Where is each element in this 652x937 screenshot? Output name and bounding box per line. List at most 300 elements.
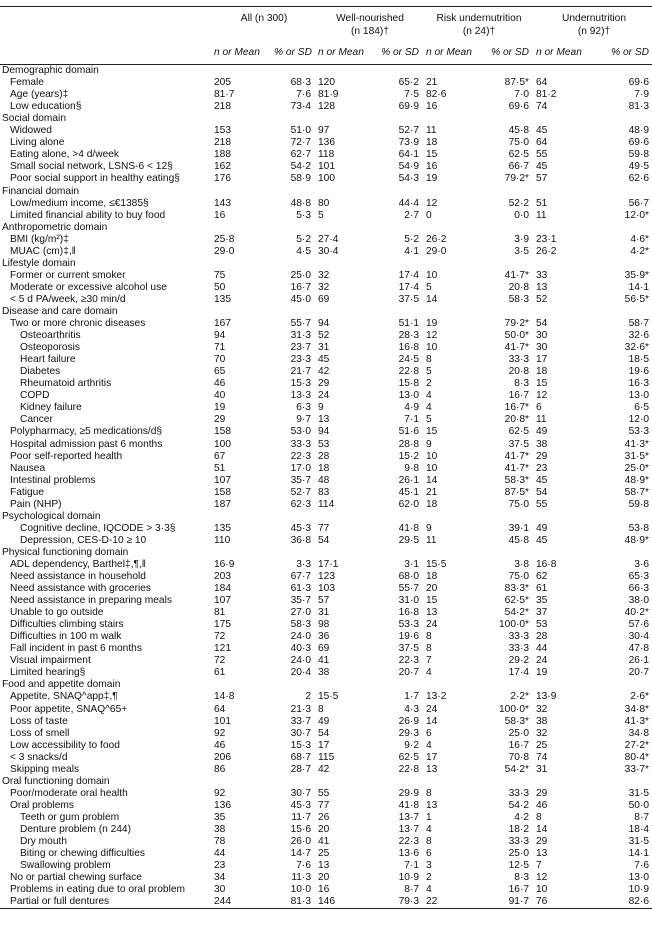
cell-n-or-mean: 158 xyxy=(214,486,231,498)
cell-n-or-mean: 32 xyxy=(536,703,548,715)
cell-n-or-mean: 28 xyxy=(318,450,330,462)
cell-n-or-mean xyxy=(318,511,380,523)
cell-pct-or-sd: 58·3 xyxy=(508,293,530,305)
row-label: ADL dependency, Barthel‡,¶,‖ xyxy=(10,558,146,570)
table-row xyxy=(0,149,652,161)
table-row xyxy=(0,342,652,354)
cell-pct-or-sd: 33·3 xyxy=(508,354,530,366)
cell-pct-or-sd: 75·0 xyxy=(508,498,530,510)
row-label: Difficulties climbing stairs xyxy=(10,619,124,631)
cell-pct-or-sd: 26·9 xyxy=(398,715,420,727)
table-body xyxy=(0,65,652,909)
cell-pct-or-sd: 33·7 xyxy=(290,715,311,727)
cell-pct-or-sd: 64·1 xyxy=(398,149,420,161)
cell-n-or-mean: 8 xyxy=(426,787,432,799)
cell-pct-or-sd: 17·4 xyxy=(508,667,530,679)
row-label: Poor social support in healthy eating§ xyxy=(10,173,180,185)
row-label: Poor appetite, SNAQ^65+ xyxy=(10,703,128,715)
cell-n-or-mean: 218 xyxy=(214,137,231,149)
row-label: Fatigue xyxy=(10,486,44,498)
cell-pct-or-sd xyxy=(274,113,314,125)
cell-pct-or-sd: 66·7 xyxy=(508,161,530,173)
cell-pct-or-sd: 33·3 xyxy=(508,836,530,848)
cell-pct-or-sd xyxy=(600,258,652,270)
subheader-pct-or-sd: % or SD xyxy=(600,41,652,65)
row-label: Limited hearing§ xyxy=(10,667,86,679)
cell-n-or-mean: 135 xyxy=(214,293,231,305)
cell-pct-or-sd: 15·6 xyxy=(290,824,311,835)
row-label: Skipping meals xyxy=(10,763,80,775)
row-label: Unable to go outside xyxy=(10,607,104,619)
cell-n-or-mean: 77 xyxy=(318,799,330,811)
cell-n-or-mean: 86 xyxy=(214,763,226,775)
cell-pct-or-sd: 66·3 xyxy=(628,583,650,595)
cell-pct-or-sd: 10·9 xyxy=(398,872,420,884)
cell-n-or-mean: 16·9 xyxy=(214,558,235,570)
cell-n-or-mean: 46 xyxy=(536,799,548,811)
cell-n-or-mean: 6 xyxy=(536,402,542,414)
cell-n-or-mean: 61 xyxy=(214,667,226,679)
cell-n-or-mean: 1 xyxy=(426,811,432,823)
cell-pct-or-sd xyxy=(380,306,422,318)
cell-pct-or-sd: 81·3 xyxy=(628,101,650,113)
cell-pct-or-sd: 36·8 xyxy=(290,534,311,546)
row-label: Cognitive decline, IQCODE > 3·3§ xyxy=(20,522,176,534)
cell-n-or-mean: 29 xyxy=(536,836,548,848)
cell-pct-or-sd: 20·7 xyxy=(398,667,420,679)
cell-n-or-mean xyxy=(426,679,488,691)
cell-pct-or-sd xyxy=(274,306,314,318)
domain-header-row xyxy=(0,222,652,234)
table-row xyxy=(0,101,652,113)
cell-pct-or-sd: 87·5* xyxy=(504,486,530,498)
cell-n-or-mean: 120 xyxy=(318,77,335,89)
cell-pct-or-sd: 57·6 xyxy=(628,619,650,631)
table-row xyxy=(0,667,652,679)
cell-n-or-mean: 77 xyxy=(318,522,330,534)
cell-pct-or-sd: 31·5 xyxy=(628,787,650,799)
cell-n-or-mean: 52 xyxy=(536,293,548,305)
cell-pct-or-sd: 58·3 xyxy=(290,619,311,631)
cell-pct-or-sd: 67·7 xyxy=(290,571,311,583)
cell-n-or-mean: 13 xyxy=(426,763,438,775)
row-label: Loss of taste xyxy=(10,715,68,727)
cell-n-or-mean: 23·1 xyxy=(536,233,557,245)
cell-pct-or-sd: 32·6* xyxy=(624,342,650,354)
cell-n-or-mean: 25 xyxy=(318,848,330,860)
cell-n-or-mean: 45 xyxy=(536,161,548,173)
table-row xyxy=(0,571,652,583)
cell-n-or-mean: 15 xyxy=(426,595,438,607)
table-row xyxy=(0,198,652,210)
cell-n-or-mean: 29·0 xyxy=(214,245,235,257)
cell-pct-or-sd: 54·2* xyxy=(504,607,530,619)
cell-pct-or-sd: 4·2* xyxy=(630,245,650,257)
row-label: Visual impairment xyxy=(10,655,91,667)
cell-pct-or-sd: 28·8 xyxy=(398,438,420,450)
table-row xyxy=(0,414,652,426)
cell-pct-or-sd xyxy=(600,679,652,691)
domain-header-row xyxy=(0,113,652,125)
cell-pct-or-sd: 48·8 xyxy=(290,197,311,209)
cell-pct-or-sd: 15·3 xyxy=(290,378,311,390)
cell-pct-or-sd xyxy=(274,222,314,234)
cell-pct-or-sd xyxy=(600,186,652,198)
cell-pct-or-sd: 79·2* xyxy=(504,173,530,185)
subheader-pct-or-sd: % or SD xyxy=(274,41,314,65)
table-row xyxy=(0,860,652,872)
cell-n-or-mean: 41 xyxy=(318,836,330,848)
cell-n-or-mean: 48 xyxy=(318,474,330,486)
cell-pct-or-sd: 41·3* xyxy=(624,715,650,727)
cell-n-or-mean xyxy=(536,547,600,559)
cell-pct-or-sd: 4·3 xyxy=(404,703,420,715)
cell-n-or-mean: 9 xyxy=(426,438,432,450)
cell-n-or-mean: 14 xyxy=(536,824,548,835)
cell-pct-or-sd: 30·7 xyxy=(290,727,311,739)
cell-pct-or-sd: 33·3 xyxy=(508,787,530,799)
cell-pct-or-sd: 9·2 xyxy=(404,739,420,751)
table-row xyxy=(0,800,652,812)
cell-n-or-mean: 49 xyxy=(536,522,548,534)
row-label: Limited financial ability to buy food xyxy=(10,209,166,221)
subheader-blank xyxy=(0,41,214,65)
cell-pct-or-sd: 41·8 xyxy=(398,522,420,534)
cell-n-or-mean: 146 xyxy=(318,896,380,909)
cell-pct-or-sd: 13·0 xyxy=(628,390,650,402)
cell-pct-or-sd xyxy=(600,306,652,318)
cell-pct-or-sd: 8·7 xyxy=(634,811,650,823)
cell-n-or-mean xyxy=(426,547,488,559)
cell-pct-or-sd: 20·8* xyxy=(504,414,530,426)
row-label: Lifestyle domain xyxy=(2,257,76,269)
cell-n-or-mean: 34 xyxy=(214,872,226,884)
cell-n-or-mean: 10 xyxy=(426,269,438,281)
cell-pct-or-sd: 58·3* xyxy=(504,474,530,486)
cell-pct-or-sd: 2·7 xyxy=(404,209,420,221)
cell-pct-or-sd xyxy=(380,776,422,788)
cell-n-or-mean: 11 xyxy=(426,125,437,137)
cell-n-or-mean: 5 xyxy=(426,366,432,378)
cell-n-or-mean: 7 xyxy=(536,860,542,872)
cell-pct-or-sd: 55·7 xyxy=(290,318,311,330)
cell-pct-or-sd: 27·2* xyxy=(624,739,650,751)
cell-n-or-mean xyxy=(536,679,600,691)
row-label: Financial domain xyxy=(2,185,80,197)
cell-pct-or-sd xyxy=(600,776,652,788)
cell-pct-or-sd: 27·0 xyxy=(290,607,311,619)
domain-header-row xyxy=(0,511,652,523)
cell-pct-or-sd: 26·1 xyxy=(398,474,420,486)
cell-n-or-mean: 8 xyxy=(426,643,432,655)
cell-n-or-mean: 101 xyxy=(214,715,231,727)
cell-n-or-mean: 15·5 xyxy=(318,691,339,703)
row-label: Swallowing problem xyxy=(20,860,111,872)
cell-pct-or-sd: 4·5 xyxy=(296,245,311,257)
row-label: Osteoporosis xyxy=(20,342,81,354)
cell-pct-or-sd: 51·1 xyxy=(398,318,420,330)
cell-pct-or-sd: 55·7 xyxy=(398,583,420,595)
cell-pct-or-sd: 17·4 xyxy=(398,281,420,293)
cell-pct-or-sd: 24·0 xyxy=(290,655,311,667)
cell-pct-or-sd: 62·6 xyxy=(628,173,650,185)
cell-n-or-mean: 24 xyxy=(426,703,438,715)
table-row xyxy=(0,463,652,475)
row-label: Former or current smoker xyxy=(10,269,126,281)
table-row xyxy=(0,487,652,499)
cell-pct-or-sd: 45·3 xyxy=(290,799,311,811)
cell-n-or-mean: 41 xyxy=(318,655,330,667)
table-row xyxy=(0,137,652,149)
cell-n-or-mean: 64 xyxy=(536,77,548,89)
cell-pct-or-sd: 58·9 xyxy=(290,173,311,185)
cell-pct-or-sd: 53·3 xyxy=(628,426,650,438)
row-label: Osteoarthritis xyxy=(20,330,81,342)
cell-pct-or-sd: 16·7 xyxy=(290,281,311,293)
cell-n-or-mean: 54 xyxy=(318,534,330,546)
cell-n-or-mean: 32 xyxy=(318,281,330,293)
cell-pct-or-sd: 22·3 xyxy=(398,836,420,848)
row-label: Problems in eating due to oral problem xyxy=(10,884,185,896)
cell-n-or-mean: 69 xyxy=(318,643,330,655)
cell-n-or-mean: 35 xyxy=(214,811,226,823)
cell-pct-or-sd: 22·8 xyxy=(398,366,420,378)
cell-n-or-mean: 38 xyxy=(318,667,330,679)
cell-pct-or-sd xyxy=(488,186,532,198)
table-row xyxy=(0,499,652,511)
cell-pct-or-sd: 30·4 xyxy=(628,631,650,643)
cell-pct-or-sd: 9·8 xyxy=(404,462,420,474)
cell-n-or-mean: 38 xyxy=(214,824,226,835)
row-label: Teeth or gum problem xyxy=(20,811,120,823)
cell-pct-or-sd: 7·9 xyxy=(634,89,650,101)
table-row xyxy=(0,848,652,860)
cell-pct-or-sd: 14·1 xyxy=(628,848,650,860)
cell-pct-or-sd: 33·3 xyxy=(508,631,530,643)
table-row xyxy=(0,764,652,776)
cell-n-or-mean: 46 xyxy=(214,378,226,390)
cell-pct-or-sd: 54·2 xyxy=(508,799,530,811)
cell-n-or-mean: 57 xyxy=(318,595,330,607)
cell-pct-or-sd: 29·2 xyxy=(508,655,530,667)
cell-pct-or-sd xyxy=(600,222,652,234)
table-row xyxy=(0,704,652,716)
cell-n-or-mean: 21 xyxy=(426,486,438,498)
table-row xyxy=(0,836,652,848)
table-row xyxy=(0,643,652,655)
cell-n-or-mean: 15 xyxy=(536,378,548,390)
table-row xyxy=(0,294,652,306)
cell-n-or-mean: 4 xyxy=(426,884,432,896)
cell-pct-or-sd xyxy=(380,222,422,234)
row-label: Diabetes xyxy=(20,366,61,378)
cell-n-or-mean: 19 xyxy=(214,402,226,414)
cell-pct-or-sd: 25·0 xyxy=(508,727,530,739)
cell-pct-or-sd xyxy=(488,65,532,78)
table-row xyxy=(0,354,652,366)
table-row xyxy=(0,559,652,571)
cell-pct-or-sd: 28·7 xyxy=(290,763,311,775)
cell-n-or-mean xyxy=(318,776,380,788)
cell-n-or-mean: 18 xyxy=(426,137,438,149)
cell-n-or-mean: 33 xyxy=(536,269,548,281)
row-label: COPD xyxy=(20,390,50,402)
cell-pct-or-sd: 65·2 xyxy=(398,77,420,89)
cell-pct-or-sd: 13·3 xyxy=(290,390,311,402)
cell-pct-or-sd: 83·3* xyxy=(504,583,530,595)
header-group-all xyxy=(214,7,314,42)
cell-n-or-mean xyxy=(214,511,274,523)
cell-pct-or-sd: 8·7 xyxy=(404,884,420,896)
cell-n-or-mean: 188 xyxy=(214,149,231,161)
cell-n-or-mean xyxy=(426,776,488,788)
cell-pct-or-sd: 4·9 xyxy=(404,402,420,414)
cell-n-or-mean: 32 xyxy=(536,727,548,739)
cell-n-or-mean: 203 xyxy=(214,571,231,583)
table-header xyxy=(0,7,652,65)
cell-pct-or-sd: 16·8 xyxy=(398,342,420,354)
cell-pct-or-sd: 12·5 xyxy=(508,860,530,872)
row-label: Social domain xyxy=(2,113,66,125)
domain-header-row xyxy=(0,776,652,788)
table-row xyxy=(0,318,652,330)
cell-n-or-mean xyxy=(426,222,488,234)
cell-n-or-mean: 13 xyxy=(536,281,548,293)
cell-pct-or-sd: 100·0* xyxy=(498,619,530,631)
cell-pct-or-sd: 91·7 xyxy=(488,896,532,909)
header-group-risk-undernutrition: Risk undernutrition (n 24)† xyxy=(436,13,522,37)
cell-pct-or-sd: 13·6 xyxy=(398,848,420,860)
cell-n-or-mean: 15 xyxy=(426,149,438,161)
cell-pct-or-sd: 13·0 xyxy=(398,390,420,402)
cell-pct-or-sd: 0·0 xyxy=(514,209,530,221)
cell-pct-or-sd xyxy=(600,65,652,78)
cell-n-or-mean: 92 xyxy=(214,787,226,799)
cell-pct-or-sd: 3·6 xyxy=(634,558,650,570)
cell-pct-or-sd: 45·8 xyxy=(508,534,530,546)
cell-pct-or-sd: 16·7 xyxy=(508,390,530,402)
cell-pct-or-sd: 2 xyxy=(305,691,311,703)
cell-pct-or-sd xyxy=(488,113,532,125)
cell-n-or-mean: 18 xyxy=(536,366,548,378)
characteristics-table xyxy=(0,6,652,909)
cell-pct-or-sd: 70·8 xyxy=(508,751,530,763)
cell-n-or-mean: 72 xyxy=(214,631,226,643)
table-row xyxy=(0,282,652,294)
cell-n-or-mean: 36 xyxy=(318,631,330,643)
cell-n-or-mean: 103 xyxy=(318,583,335,595)
cell-n-or-mean: 45 xyxy=(536,534,548,546)
table-row xyxy=(0,89,652,101)
cell-pct-or-sd xyxy=(274,65,314,78)
table-row xyxy=(0,728,652,740)
cell-pct-or-sd: 81·3 xyxy=(274,896,314,909)
table-row xyxy=(0,270,652,282)
cell-n-or-mean: 82·6 xyxy=(426,89,447,101)
cell-n-or-mean: 12 xyxy=(426,330,438,342)
cell-pct-or-sd: 4·6* xyxy=(630,233,650,245)
cell-pct-or-sd: 73·4 xyxy=(290,101,311,113)
cell-n-or-mean: 53 xyxy=(536,619,548,631)
cell-n-or-mean: 167 xyxy=(214,318,231,330)
cell-pct-or-sd xyxy=(274,776,314,788)
row-label: Poor self-reported health xyxy=(10,450,123,462)
cell-pct-or-sd: 62·3 xyxy=(290,498,311,510)
domain-header-row xyxy=(0,186,652,198)
cell-n-or-mean: 55 xyxy=(318,787,330,799)
cell-pct-or-sd: 23·7 xyxy=(290,342,311,354)
subheader-n-or-mean: n or Mean xyxy=(536,41,600,65)
cell-pct-or-sd: 41·7* xyxy=(504,342,530,354)
row-label: Depression, CES-D-10 ≥ 10 xyxy=(20,534,147,546)
cell-n-or-mean: 16 xyxy=(318,884,330,896)
cell-pct-or-sd: 51·0 xyxy=(290,125,311,137)
cell-pct-or-sd: 21·3 xyxy=(290,703,311,715)
table-row xyxy=(0,872,652,884)
cell-pct-or-sd xyxy=(488,547,532,559)
row-label: Food and appetite domain xyxy=(2,679,121,691)
cell-pct-or-sd xyxy=(380,113,422,125)
cell-n-or-mean: 7 xyxy=(426,655,432,667)
cell-n-or-mean: 14·8 xyxy=(214,691,235,703)
cell-n-or-mean: 9 xyxy=(426,522,432,534)
cell-pct-or-sd: 3·1 xyxy=(404,558,420,570)
row-label: Living alone xyxy=(10,137,65,149)
cell-n-or-mean xyxy=(426,258,488,270)
cell-n-or-mean: 118 xyxy=(318,149,335,161)
cell-pct-or-sd: 3·3 xyxy=(296,558,311,570)
cell-n-or-mean xyxy=(318,186,380,198)
row-label: Age (years)‡ xyxy=(10,89,69,101)
cell-n-or-mean: 57 xyxy=(536,173,548,185)
cell-n-or-mean xyxy=(318,547,380,559)
cell-pct-or-sd xyxy=(380,511,422,523)
domain-header-row xyxy=(0,547,652,559)
cell-pct-or-sd: 22·3 xyxy=(290,450,311,462)
domain-header-row xyxy=(0,679,652,691)
cell-pct-or-sd: 31·5 xyxy=(628,836,650,848)
subheader-row xyxy=(0,41,652,65)
cell-n-or-mean: 29·0 xyxy=(426,245,447,257)
cell-n-or-mean: 11 xyxy=(426,534,437,546)
row-label: Oral problems xyxy=(10,799,74,811)
row-label: Psychological domain xyxy=(2,510,101,522)
cell-pct-or-sd: 31·0 xyxy=(398,595,420,607)
row-label: Poor/moderate oral health xyxy=(10,787,128,799)
cell-n-or-mean: 23 xyxy=(536,462,548,474)
row-label: Demographic domain xyxy=(2,65,99,77)
cell-n-or-mean: 42 xyxy=(318,763,330,775)
cell-pct-or-sd: 54·3 xyxy=(398,173,420,185)
cell-n-or-mean: 76 xyxy=(536,896,600,909)
cell-n-or-mean: 8 xyxy=(426,631,432,643)
cell-n-or-mean: 17·1 xyxy=(318,558,339,570)
cell-pct-or-sd: 15·3 xyxy=(290,739,311,751)
cell-pct-or-sd: 56·5* xyxy=(624,293,650,305)
cell-pct-or-sd: 51·6 xyxy=(398,426,420,438)
table-row xyxy=(0,523,652,535)
cell-n-or-mean: 61 xyxy=(536,583,548,595)
row-label: Cancer xyxy=(20,414,53,426)
table-row xyxy=(0,366,652,378)
cell-pct-or-sd: 16·3 xyxy=(628,378,650,390)
cell-n-or-mean xyxy=(318,222,380,234)
row-label: Low accessibility to food xyxy=(10,739,120,751)
cell-pct-or-sd: 15·2 xyxy=(398,450,420,462)
row-label: Hospital admission past 6 months xyxy=(10,438,163,450)
cell-pct-or-sd xyxy=(380,186,422,198)
row-label: Rheumatoid arthritis xyxy=(20,378,112,390)
